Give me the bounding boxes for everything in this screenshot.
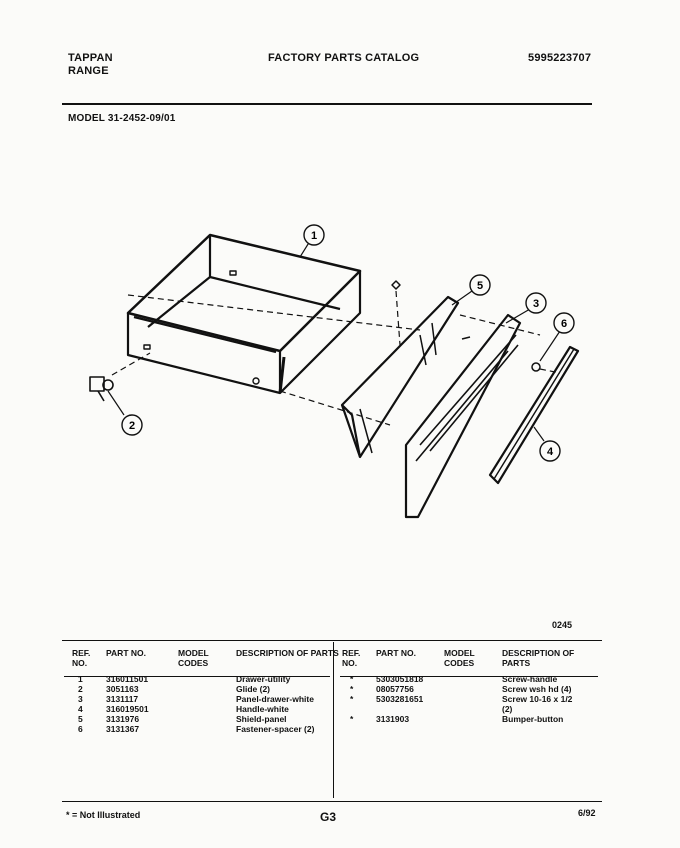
figure-code: 0245 [552,620,573,630]
callout-4 [540,441,560,461]
svg-text:3: 3 [532,298,540,310]
parts-table-right [342,648,606,724]
header-rule [62,103,592,105]
table-row: 1 316011501 Drawer-utility [78,674,291,684]
svg-text:2: 2 [128,420,136,432]
table-header-row [342,648,606,674]
not-illustrated-legend: * = Not Illustrated [66,810,141,820]
catalog-title: FACTORY PARTS CATALOG [268,52,420,64]
table-row: 6 3131367 Fastener-spacer (2) [78,724,315,734]
callout-3 [526,293,546,313]
revision-date: 6/92 [578,808,596,818]
callout-6 [554,313,574,333]
table-row: 4 316019501 Handle-white [78,704,289,714]
header-ref: REF. NO. [72,648,91,668]
svg-text:6: 6 [560,318,568,330]
callout-2 [122,415,142,435]
header-model: MODEL CODES [444,648,475,668]
table-row: 3 3131117 Panel-drawer-white [78,694,314,704]
svg-text:4: 4 [546,446,554,458]
table-header-row [72,648,350,674]
table-row: (2) [502,704,513,714]
header-part: PART NO. [106,648,146,658]
table-row: 2 3051163 Glide (2) [78,684,271,694]
table-row: 5 3131976 Shield-panel [78,714,287,724]
svg-text:5: 5 [476,280,484,292]
parts-table-left [72,648,350,734]
handle-drawing [490,347,578,483]
glide-drawing [90,377,113,401]
table-row: * 3131903 Bumper-button [350,714,564,724]
shield-panel-drawing [342,297,458,457]
model-number: MODEL 31-2452-09/01 [68,113,176,124]
page-number: G3 [320,810,337,824]
brand-line-1: TAPPAN [68,52,113,64]
header-desc: DESCRIPTION OF PARTS [236,648,339,658]
table-row: * 5303051818 Screw-handle [350,674,558,684]
header-part: PART NO. [376,648,416,658]
table-row: * 5303281651 Screw 10-16 x 1/2 [350,694,573,704]
catalog-number: 5995223707 [528,52,592,64]
callout-1 [304,225,324,245]
drawer-panel-drawing [406,315,520,517]
brand-line-2: RANGE [68,65,109,77]
header-ref: REF. NO. [342,648,361,668]
table-row: * 08057756 Screw wsh hd (4) [350,684,572,694]
exploded-parts-diagram [60,205,600,535]
header-model: MODEL CODES [178,648,209,668]
drawer-utility-drawing [128,235,360,393]
header-desc: DESCRIPTION OF PARTS [502,648,575,668]
svg-text:1: 1 [310,230,318,242]
callout-5 [470,275,490,295]
